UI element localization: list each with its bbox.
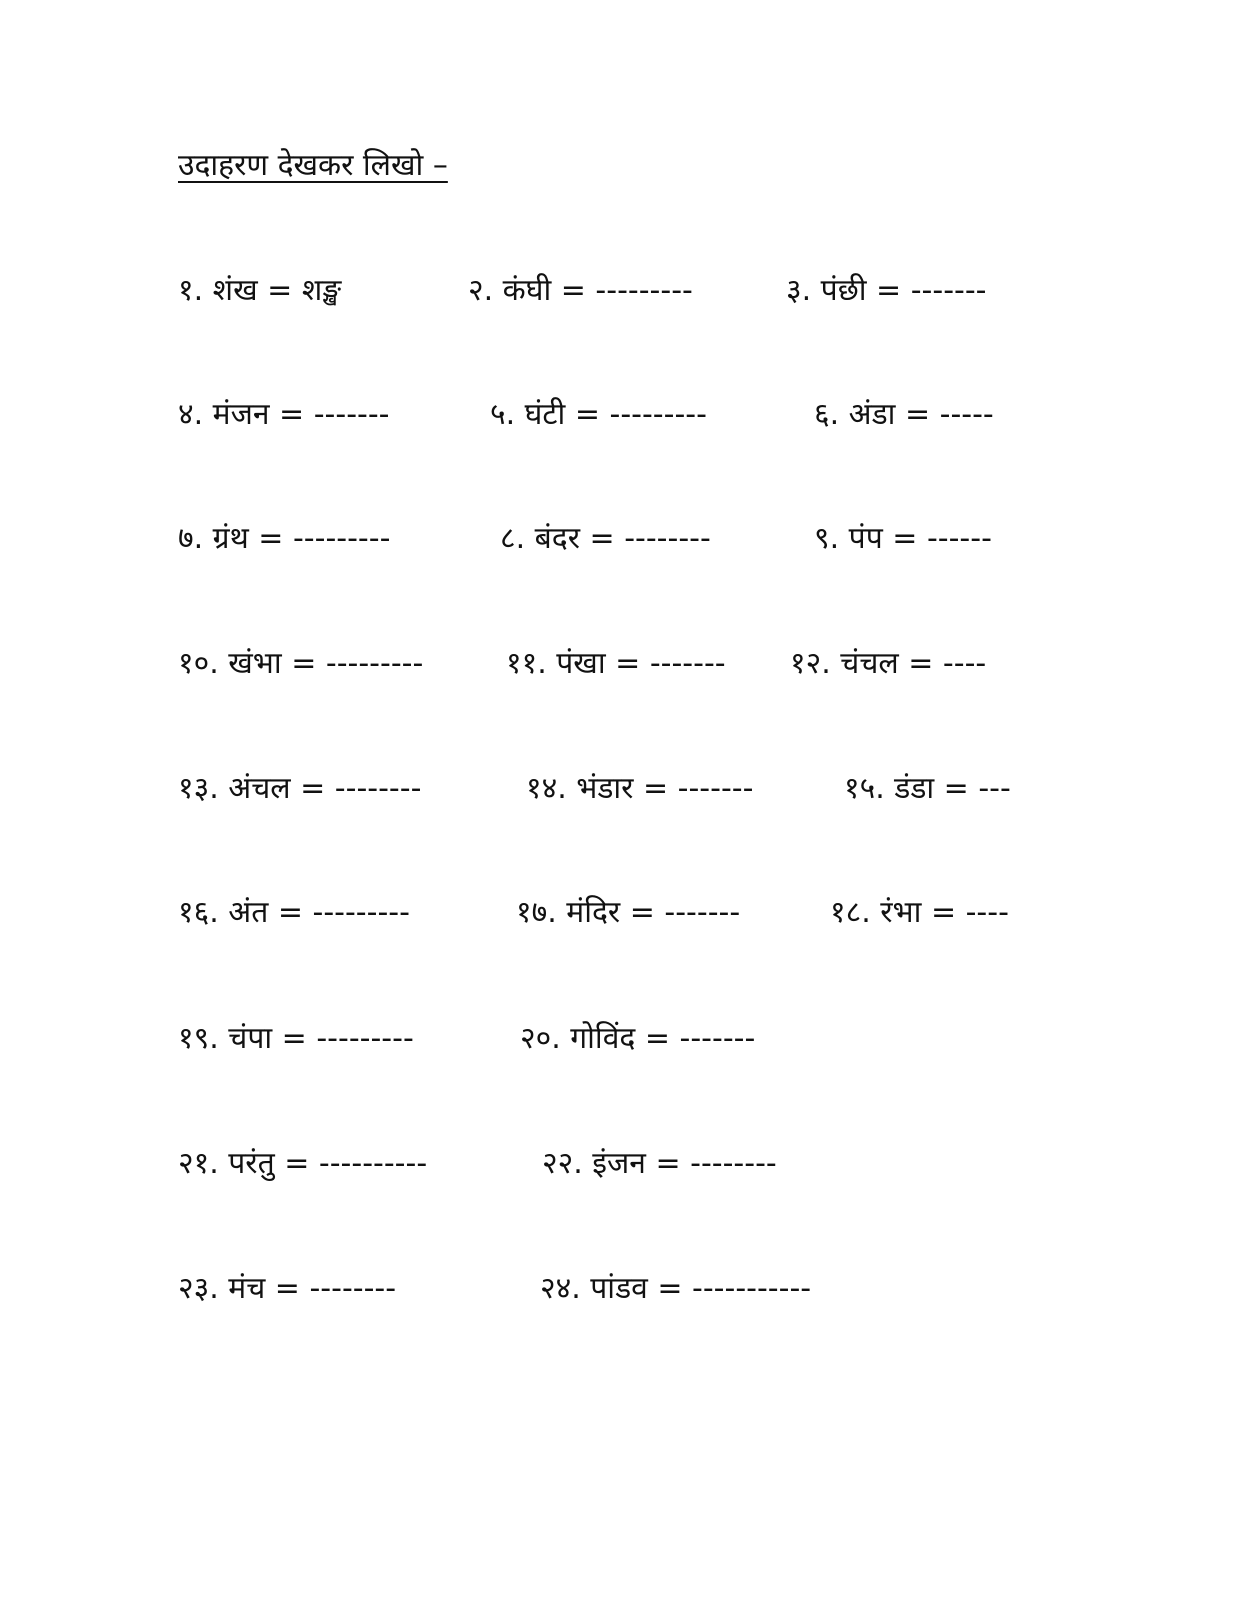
exercise-item-11: ११. पंखा = -------	[506, 646, 726, 681]
exercise-item-22: २२. इंजन = --------	[542, 1146, 777, 1181]
exercise-item-15: १५. डंडा = ---	[844, 771, 1011, 806]
exercise-item-19: १९. चंपा = ---------	[178, 1021, 414, 1056]
exercise-row-9	[178, 1264, 1078, 1314]
exercise-row-1	[178, 266, 1078, 316]
exercise-item-2: २. कंघी = ---------	[468, 273, 693, 308]
worksheet-title: उदाहरण देखकर लिखो –	[178, 148, 448, 183]
exercise-item-9: ९. पंप = ------	[814, 521, 992, 556]
exercise-row-6	[178, 888, 1078, 938]
exercise-item-5: ५. घंटी = ---------	[490, 397, 707, 432]
exercise-row-7	[178, 1014, 1078, 1064]
exercise-item-10: १०. खंभा = ---------	[178, 646, 424, 681]
exercise-item-16: १६. अंत = ---------	[178, 895, 410, 930]
exercise-item-12: १२. चंचल = ----	[790, 646, 987, 681]
exercise-item-1: १. शंख = शङ्ख	[178, 273, 342, 308]
exercise-item-4: ४. मंजन = -------	[178, 397, 390, 432]
exercise-row-3	[178, 514, 1078, 564]
exercise-item-17: १७. मंदिर = -------	[516, 895, 741, 930]
exercise-item-14: १४. भंडार = -------	[526, 771, 754, 806]
exercise-item-18: १८. रंभा = ----	[830, 895, 1009, 930]
exercise-item-8: ८. बंदर = --------	[500, 521, 711, 556]
exercise-item-13: १३. अंचल = --------	[178, 771, 422, 806]
exercise-item-23: २३. मंच = --------	[178, 1271, 397, 1306]
exercise-item-24: २४. पांडव = -----------	[540, 1271, 812, 1306]
exercise-row-8	[178, 1139, 1078, 1189]
exercise-item-7: ७. ग्रंथ = ---------	[178, 521, 391, 556]
exercise-item-3: ३. पंछी = -------	[786, 273, 987, 308]
exercise-row-2	[178, 390, 1078, 440]
exercise-item-6: ६. अंडा = -----	[814, 397, 994, 432]
exercise-row-4	[178, 639, 1078, 689]
exercise-item-20: २०. गोविंद = -------	[520, 1021, 756, 1056]
exercise-item-21: २१. परंतु = ----------	[178, 1146, 428, 1181]
exercise-row-5	[178, 764, 1078, 814]
